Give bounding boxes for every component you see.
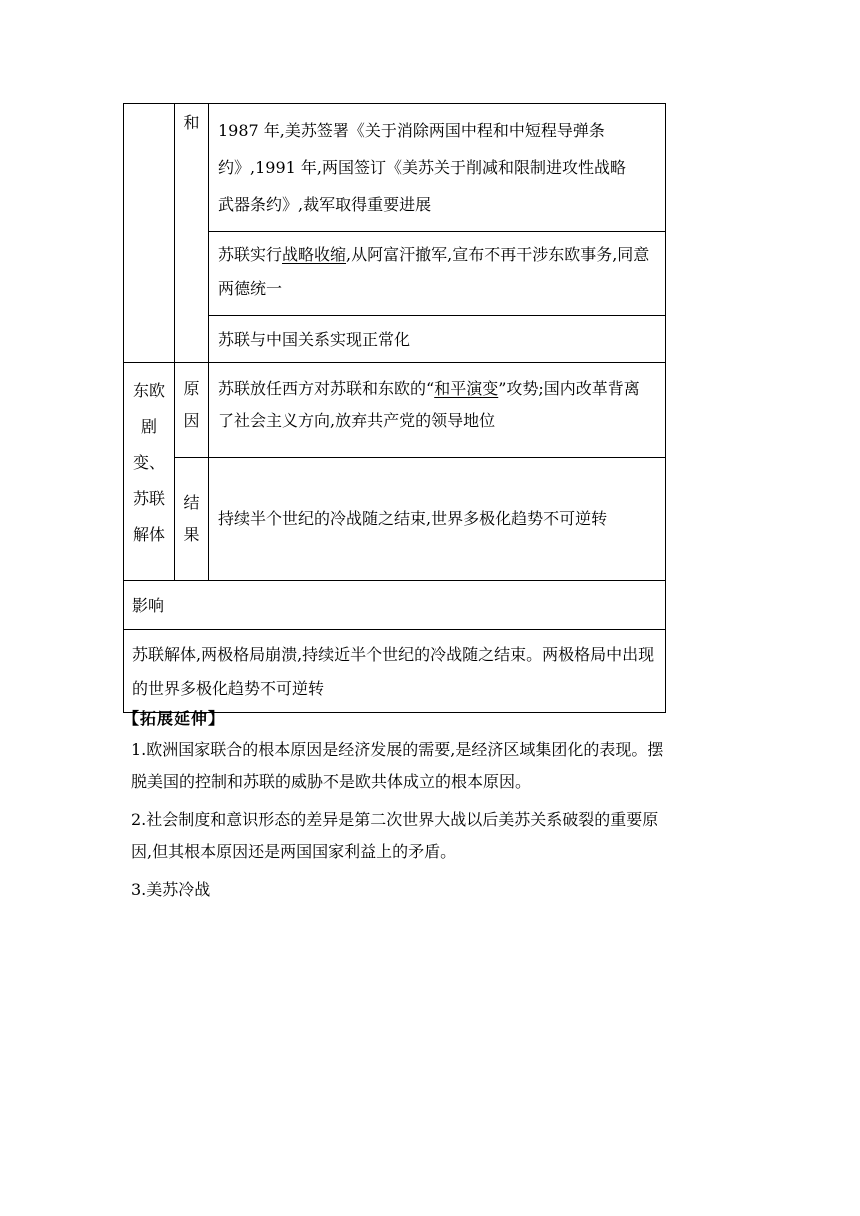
contraction-text-a: 苏联实行 [218, 245, 283, 264]
label-he: 和 [183, 113, 200, 132]
table-cell-label [175, 104, 209, 232]
impact-label: 影响 [132, 596, 165, 615]
table-cell [209, 316, 666, 363]
table-row [124, 232, 666, 316]
table-cell [209, 458, 666, 581]
disarmament-text: 1987 年,美苏签署《关于消除两国中程和中短程导弹条约》,1991 年,两国签订《美苏关于削减和限制进攻性战略武器条约》,裁军取得重要进展 [218, 121, 626, 214]
impact-text: 苏联解体,两极格局崩溃,持续近半个世纪的冷战随之结束。两极格局中出现的世界多极化趋势不可逆转 [132, 645, 655, 698]
table-cell [209, 104, 666, 232]
quote-open: “ [426, 379, 435, 398]
reason-label-char: 原 [183, 379, 200, 398]
topic-line: 苏联 [132, 489, 165, 508]
table-cell-topic [124, 363, 175, 581]
table-cell-label [175, 458, 209, 581]
table-row [124, 630, 666, 713]
table-cell [209, 363, 666, 458]
extension-item-1: 1.欧洲国家联合的根本原因是经济发展的需要,是经济区域集团化的表现。摆脱美国的控制和苏联的威胁不是欧共体成立的根本原因。 [131, 740, 664, 791]
strategic-contraction-term: 战略收缩 [282, 245, 347, 264]
topic-line: 变、 [132, 453, 165, 472]
extension-title: 【拓展延伸】 [123, 709, 226, 728]
reason-text-b: 攻势;国内改革背离了社会主义方向,放弃共产党的领导地位 [218, 379, 640, 430]
topic-line: 解体 [132, 525, 165, 544]
table-cell [209, 232, 666, 316]
reason-text-a: 苏联放任西方对苏联和东欧的 [218, 379, 427, 398]
result-text: 持续半个世纪的冷战随之结束,世界多极化趋势不可逆转 [218, 509, 608, 529]
topic-line: 东欧 [132, 381, 165, 400]
table-cell-impact-label [124, 581, 666, 630]
table-cell-impact-text [124, 630, 666, 713]
table-cell-empty [175, 316, 209, 363]
result-label-char: 结 [183, 493, 200, 512]
table-cell-label [175, 363, 209, 458]
quote-close: ” [498, 379, 507, 398]
table-cell-empty [124, 104, 175, 363]
table-cell-empty [175, 232, 209, 316]
topic-line: 剧 [140, 417, 157, 436]
history-summary-table [123, 103, 666, 713]
reason-label-char: 因 [183, 411, 200, 430]
china-relations-text: 苏联与中国关系实现正常化 [218, 330, 411, 349]
table-row [124, 363, 666, 458]
result-label-char: 果 [183, 525, 200, 544]
peaceful-evolution-term: 和平演变 [434, 379, 499, 398]
table-row [124, 316, 666, 363]
table-row [124, 581, 666, 630]
extension-item-3: 3.美苏冷战 [131, 880, 211, 899]
table-row [124, 104, 666, 232]
contraction-text-b: ,从阿富汗撤军,宣布不再干涉东欧事务,同意两德统一 [218, 245, 650, 298]
table-row [124, 458, 666, 581]
extension-item-2: 2.社会制度和意识形态的差异是第二次世界大战以后美苏关系破裂的重要原因,但其根本原因还是两国国家利益上的矛盾。 [131, 810, 659, 861]
